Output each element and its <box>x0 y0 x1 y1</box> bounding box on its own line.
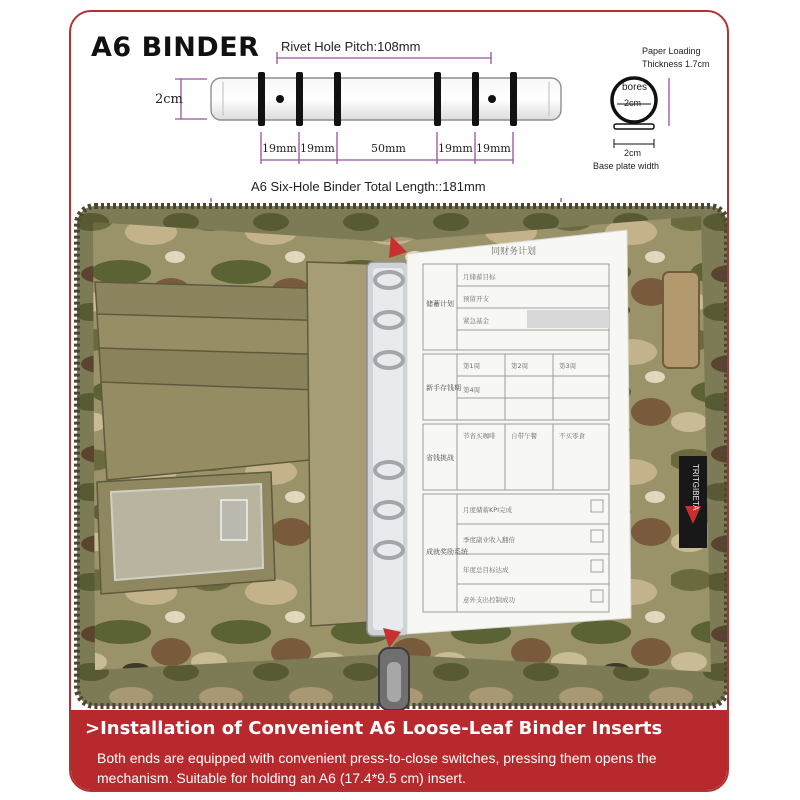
ring-mark <box>334 72 341 126</box>
ring-mark <box>258 72 265 126</box>
sheet-row: 不买零食 <box>559 432 585 440</box>
binder-product-photo <box>71 202 727 710</box>
total-length-label: A6 Six-Hole Binder Total Length::181mm <box>251 179 486 194</box>
sheet-row: 月度储蓄KPI完成 <box>463 506 513 514</box>
ring-mark <box>296 72 303 126</box>
ring-mark <box>472 72 479 126</box>
sheet-row: 意外支出控制成功 <box>463 596 515 604</box>
sheet-row: 第4周 <box>463 386 481 394</box>
sheet-row: 预留开支 <box>463 295 489 303</box>
segment-label: 19mm <box>262 142 297 155</box>
id-window <box>97 472 275 594</box>
sheet-row: 年度总目标达成 <box>463 566 509 574</box>
paper-thickness-label: Thickness 1.7cm <box>642 59 710 69</box>
banner-heading: >Installation of Convenient A6 Loose-Leaf Binder Inserts <box>85 718 663 739</box>
segment-label: 19mm <box>438 142 473 155</box>
pitch-label: Rivet Hole Pitch:108mm <box>281 39 421 54</box>
ring-mark <box>510 72 517 126</box>
sheet-row: 第3周 <box>559 362 577 370</box>
paper-loading-label: Paper Loading <box>642 46 701 56</box>
insert-sheet <box>407 230 631 634</box>
pen-loop <box>663 272 699 368</box>
sheet-section: 省钱挑战 <box>426 454 454 462</box>
info-banner <box>71 710 727 792</box>
height-label: 2cm <box>155 92 183 107</box>
sheet-row: 节省买咖啡 <box>463 432 496 440</box>
base-width-value: 2cm <box>624 148 642 158</box>
segment-label: 19mm <box>476 142 511 155</box>
brand-tag-text: TRITGIBETA <box>691 464 700 511</box>
product-card <box>69 10 729 792</box>
product-title: A6 BINDER <box>91 32 260 63</box>
sheet-row: 自带午餐 <box>511 432 537 440</box>
banner-description: Both ends are equipped with convenient press-to-close switches, pressing them opens the mechanism. Suitable for holding an A6 (17.4*9.5 cm) insert. <box>97 750 657 786</box>
sheet-row: 月储蓄目标 <box>463 273 496 281</box>
base-width-label: Base plate width <box>593 161 660 171</box>
bore-size-label: 2cm <box>624 98 642 108</box>
ring-mark <box>434 72 441 126</box>
rivet-hole <box>276 95 284 103</box>
sheet-row: 第2周 <box>511 362 529 370</box>
sheet-row: 第1周 <box>463 362 481 370</box>
segment-label: 19mm <box>300 142 335 155</box>
sheet-section: 新手存钱期 <box>426 384 461 392</box>
rivet-hole <box>488 95 496 103</box>
sheet-row: 紧急基金 <box>463 317 489 325</box>
sheet-section: 储蓄计划 <box>426 300 454 308</box>
sheet-section: 成就奖励系统 <box>426 548 468 556</box>
segment-label: 50mm <box>371 142 406 155</box>
zipper-pull <box>379 648 409 710</box>
sheet-header: 同财务计划 <box>491 247 537 257</box>
bores-label: bores <box>622 82 648 93</box>
sheet-row: 季度副业收入翻倍 <box>463 536 515 544</box>
